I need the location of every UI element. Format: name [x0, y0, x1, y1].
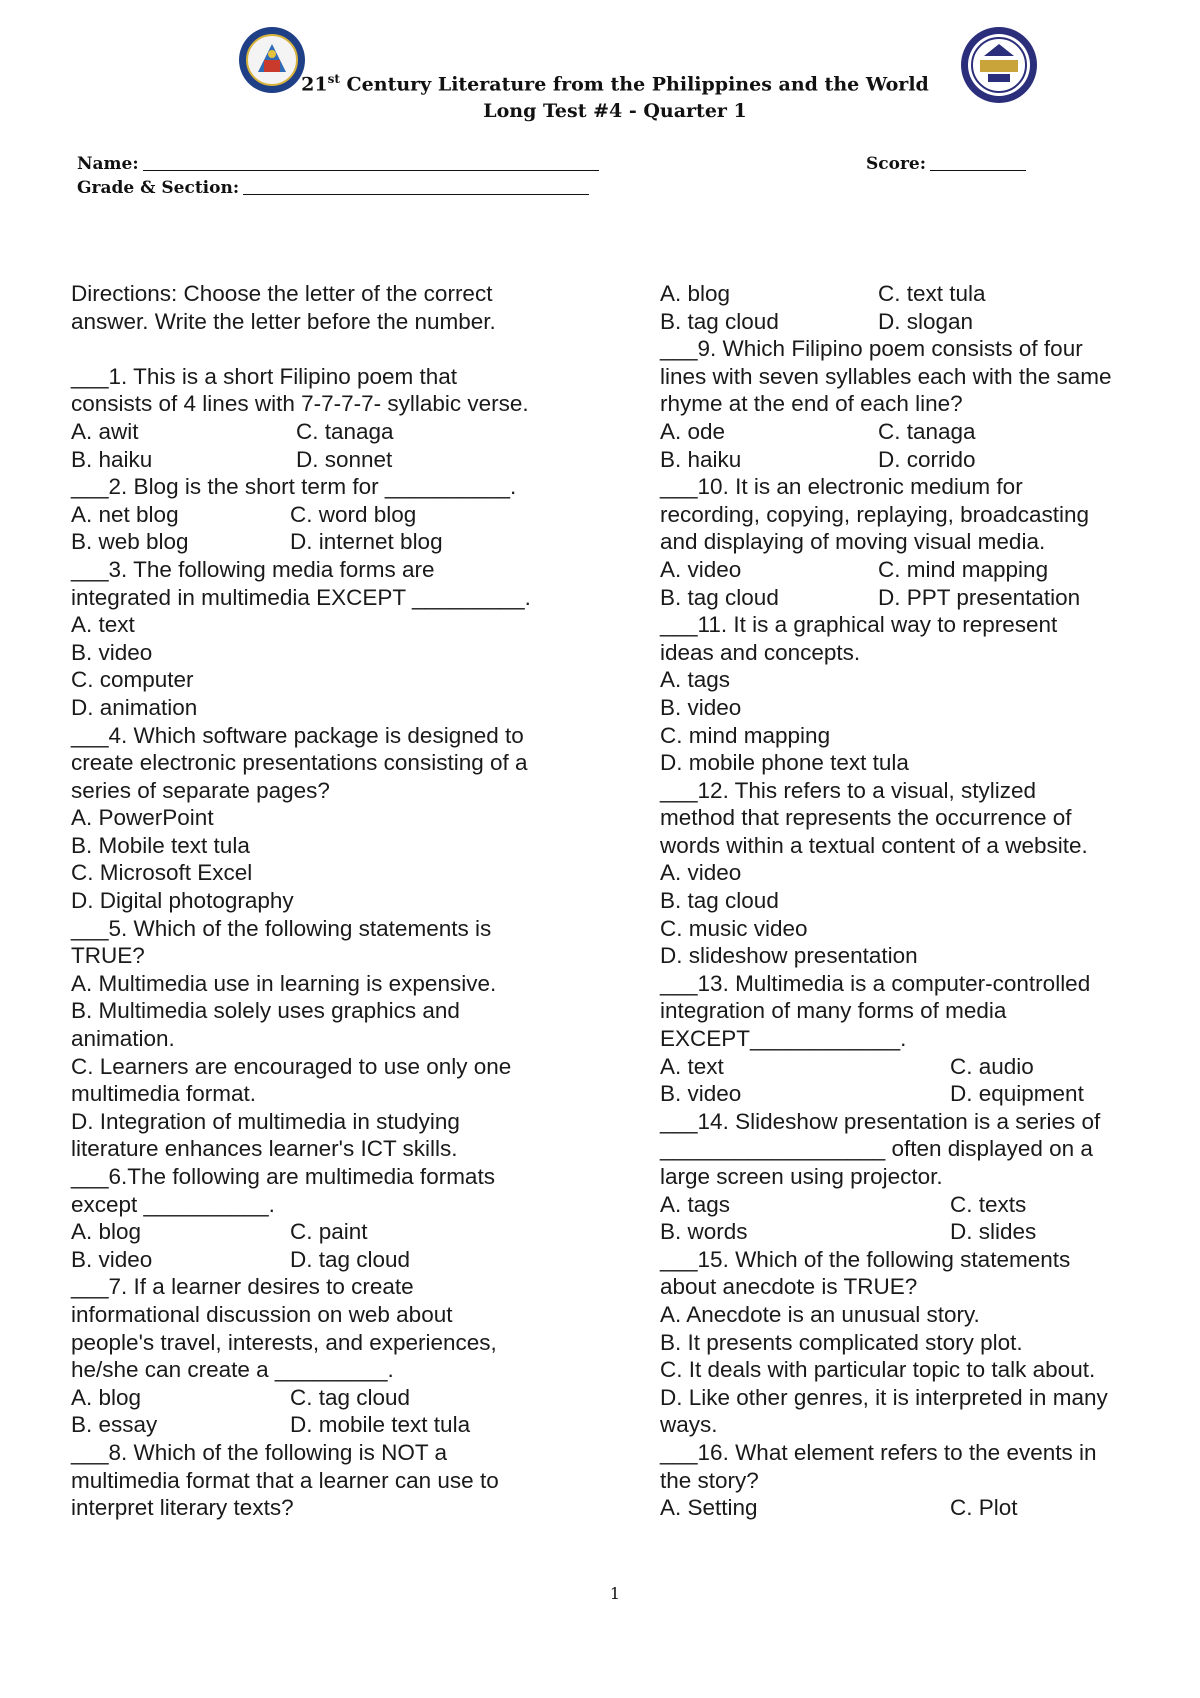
question-15-text: ___15. Which of the following statements: [660, 1246, 1071, 1272]
question-5-text: TRUE?: [71, 943, 145, 969]
q6-option-c: C. paint: [290, 1219, 368, 1245]
q15-option-a: A. Anecdote is an unusual story.: [660, 1301, 980, 1327]
q2-option-d: D. internet blog: [290, 529, 443, 555]
q13-option-b: B. video: [660, 1081, 742, 1107]
q3-option-c: C. computer: [71, 667, 194, 693]
q15-option-d: ways.: [660, 1412, 718, 1438]
question-3-text: ___3. The following media forms are: [71, 556, 435, 582]
q5-option-a: A. Multimedia use in learning is expensive.: [71, 970, 497, 996]
score-blank[interactable]: [930, 152, 1026, 171]
question-4-text: create electronic presentations consisting of a: [71, 750, 528, 776]
q5-option-d: literature enhances learner's ICT skills.: [71, 1136, 458, 1162]
question-7-text: he/she can create a _________.: [71, 1357, 394, 1383]
q6-option-d: D. tag cloud: [290, 1246, 411, 1272]
grade-section-label: Grade & Section:: [77, 178, 240, 198]
q4-option-d: D. Digital photography: [71, 888, 294, 914]
question-9-text: ___9. Which Filipino poem consists of four: [660, 336, 1083, 362]
name-blank[interactable]: [143, 152, 599, 171]
question-13-text: integration of many forms of media: [660, 998, 1007, 1024]
q4-option-b: B. Mobile text tula: [71, 832, 250, 858]
q2-option-a: A. net blog: [71, 501, 179, 527]
question-8-text: interpret literary texts?: [71, 1495, 294, 1521]
q11-option-d: D. mobile phone text tula: [660, 750, 909, 776]
question-10-text: and displaying of moving visual media.: [660, 529, 1046, 555]
question-2-text: ___2. Blog is the short term for __________.: [71, 474, 517, 500]
q10-option-d: D. PPT presentation: [878, 584, 1081, 610]
question-12-text: words within a textual content of a website.: [660, 832, 1088, 858]
question-9-text: lines with seven syllables each with the same: [660, 363, 1112, 389]
question-14-text: large screen using projector.: [660, 1164, 943, 1189]
document-subtitle: Long Test #4 - Quarter 1: [483, 100, 747, 122]
question-1-text: consists of 4 lines with 7-7-7-7- syllabic verse.: [71, 391, 529, 417]
q1-option-a: A. awit: [71, 418, 139, 444]
q16-option-c: C. Plot: [950, 1495, 1018, 1521]
q5-option-b: B. Multimedia solely uses graphics and: [71, 998, 460, 1024]
q15-option-d: D. Like other genres, it is interpreted in many: [660, 1384, 1108, 1410]
question-6-text: ___6.The following are multimedia formats: [71, 1164, 495, 1189]
q4-option-c: C. Microsoft Excel: [71, 860, 253, 886]
question-3-text: integrated in multimedia EXCEPT _________.: [71, 584, 531, 610]
question-11-text: ideas and concepts.: [660, 639, 861, 665]
score-label: Score:: [866, 154, 927, 174]
question-4-text: ___4. Which software package is designed to: [71, 722, 524, 748]
q14-option-b: B. words: [660, 1219, 748, 1245]
q1-option-d: D. sonnet: [296, 446, 393, 472]
page-number: 1: [609, 1584, 621, 1603]
q5-option-c: multimedia format.: [71, 1081, 257, 1107]
grade-section-field: [77, 176, 589, 198]
q12-option-a: A. video: [660, 860, 742, 886]
question-14-text: __________________ often displayed on a: [660, 1136, 1093, 1162]
q14-option-a: A. tags: [660, 1191, 731, 1217]
document-title: 21st Century Literature from the Philippines and the World: [301, 72, 929, 96]
q5-option-b: animation.: [71, 1026, 175, 1052]
q6-option-a: A. blog: [71, 1219, 142, 1245]
q10-option-c: C. mind mapping: [878, 556, 1049, 582]
question-6-text: except __________.: [71, 1191, 275, 1217]
left-column: [71, 280, 591, 1522]
question-7-text: ___7. If a learner desires to create: [71, 1274, 414, 1300]
q4-option-a: A. PowerPoint: [71, 805, 214, 831]
q3-option-a: A. text: [71, 612, 135, 638]
q5-option-d: D. Integration of multimedia in studying: [71, 1108, 460, 1134]
q16-option-a: A. Setting: [660, 1495, 758, 1521]
score-field: [866, 152, 1026, 174]
question-15-text: about anecdote is TRUE?: [660, 1274, 918, 1300]
q7-option-b: B. essay: [71, 1412, 158, 1438]
q10-option-b: B. tag cloud: [660, 584, 779, 610]
question-8-text: ___8. Which of the following is NOT a: [71, 1439, 448, 1465]
name-label: Name:: [77, 154, 139, 174]
question-11-text: ___11. It is a graphical way to represent: [660, 612, 1058, 638]
q8-option-d: D. slogan: [878, 308, 974, 334]
q8-option-b: B. tag cloud: [660, 308, 779, 334]
q7-option-a: A. blog: [71, 1384, 142, 1410]
q9-option-b: B. haiku: [660, 446, 742, 472]
q1-option-b: B. haiku: [71, 446, 153, 472]
q2-option-b: B. web blog: [71, 529, 189, 555]
question-1-text: ___1. This is a short Filipino poem that: [71, 363, 458, 389]
question-7-text: informational discussion on web about: [71, 1301, 453, 1327]
q1-option-c: C. tanaga: [296, 418, 394, 444]
question-10-text: recording, copying, replaying, broadcasting: [660, 501, 1090, 527]
q5-option-c: C. Learners are encouraged to use only one: [71, 1053, 512, 1079]
q8-option-c: C. text tula: [878, 281, 986, 306]
question-13-text: EXCEPT____________.: [660, 1026, 907, 1052]
question-7-text: people's travel, interests, and experiences,: [71, 1329, 497, 1355]
q15-option-b: B. It presents complicated story plot.: [660, 1329, 1023, 1355]
directions-line: answer. Write the letter before the number.: [71, 308, 496, 334]
question-16-text: ___16. What element refers to the events in: [660, 1439, 1097, 1465]
q14-option-d: D. slides: [950, 1219, 1037, 1245]
q13-option-d: D. equipment: [950, 1081, 1084, 1107]
question-16-text: the story?: [660, 1467, 759, 1493]
name-field: [77, 152, 599, 174]
q9-option-d: D. corrido: [878, 446, 976, 472]
q7-option-c: C. tag cloud: [290, 1384, 411, 1410]
q13-option-a: A. text: [660, 1053, 724, 1079]
q11-option-b: B. video: [660, 694, 742, 720]
q2-option-c: C. word blog: [290, 501, 417, 527]
q15-option-c: C. It deals with particular topic to talk about.: [660, 1357, 1096, 1383]
right-column: [660, 280, 1165, 1522]
question-10-text: ___10. It is an electronic medium for: [660, 474, 1023, 500]
q3-option-b: B. video: [71, 639, 153, 665]
directions-line: Directions: Choose the letter of the correct: [71, 281, 493, 306]
question-9-text: rhyme at the end of each line?: [660, 391, 963, 417]
grade-section-blank[interactable]: [243, 176, 589, 195]
q11-option-c: C. mind mapping: [660, 722, 831, 748]
question-14-text: ___14. Slideshow presentation is a series of: [660, 1108, 1101, 1134]
q10-option-a: A. video: [660, 556, 742, 582]
question-13-text: ___13. Multimedia is a computer-controlled: [660, 970, 1091, 996]
q7-option-d: D. mobile text tula: [290, 1412, 471, 1438]
q9-option-c: C. tanaga: [878, 418, 976, 444]
question-4-text: series of separate pages?: [71, 777, 330, 803]
q11-option-a: A. tags: [660, 667, 731, 693]
q12-option-b: B. tag cloud: [660, 888, 779, 914]
question-12-text: method that represents the occurrence of: [660, 805, 1072, 831]
q8-option-a: A. blog: [660, 281, 731, 306]
q14-option-c: C. texts: [950, 1191, 1027, 1217]
question-12-text: ___12. This refers to a visual, stylized: [660, 777, 1037, 803]
q12-option-d: D. slideshow presentation: [660, 943, 918, 969]
question-8-text: multimedia format that a learner can use to: [71, 1467, 499, 1493]
q9-option-a: A. ode: [660, 418, 726, 444]
q12-option-c: C. music video: [660, 915, 808, 941]
q13-option-c: C. audio: [950, 1053, 1034, 1079]
q6-option-b: B. video: [71, 1246, 153, 1272]
question-5-text: ___5. Which of the following statements is: [71, 915, 492, 941]
q3-option-d: D. animation: [71, 694, 198, 720]
